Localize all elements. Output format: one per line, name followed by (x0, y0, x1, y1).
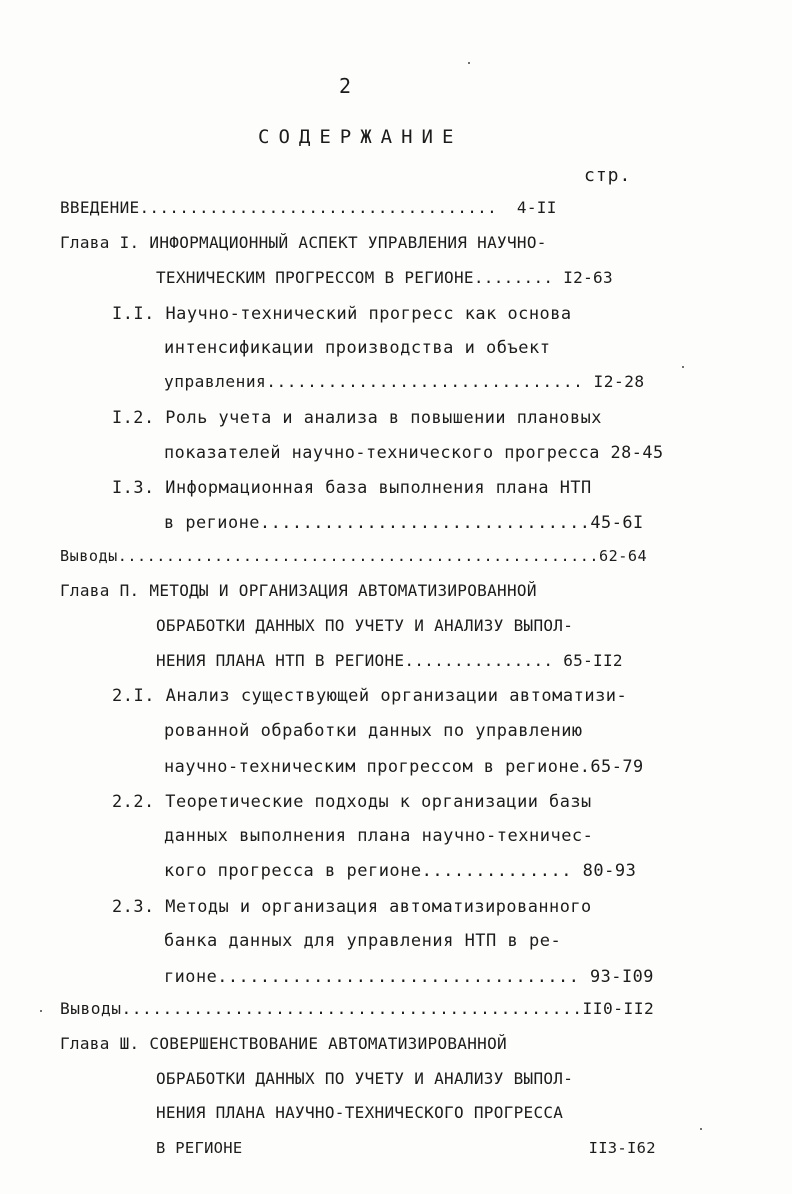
toc-section-2-1-cont2: научно-техническим прогрессом в регионе.65-79 (164, 756, 644, 776)
toc-chapter-2-title-cont: ОБРАБОТКИ ДАННЫХ ПО УЧЕТУ И АНАЛИЗУ ВЫПОЛ- (156, 616, 574, 635)
toc-entry-introduction: ВВЕДЕНИЕ.................................... 4-II (60, 198, 557, 217)
scan-speck (700, 1128, 702, 1130)
toc-section-1-3: I.3. Информационная база выполнения плана НТП (112, 477, 592, 497)
scan-speck (682, 366, 684, 368)
toc-section-2-3: 2.3. Методы и организация автоматизированного (112, 896, 592, 916)
toc-section-1-1: I.I. Научно-технический прогресс как основа (112, 303, 572, 323)
toc-chapter-1-title-cont: ТЕХНИЧЕСКИМ ПРОГРЕССОМ В РЕГИОНЕ........ I2-63 (156, 268, 613, 287)
toc-chapter-3-title-cont2: НЕНИЯ ПЛАНА НАУЧНО-ТЕХНИЧЕСКОГО ПРОГРЕССА (156, 1103, 564, 1122)
toc-chapter-3-title: Глава Ш. СОВЕРШЕНСТВОВАНИЕ АВТОМАТИЗИРОВАННОЙ (60, 1034, 507, 1053)
toc-section-1-1-cont: интенсификации производства и объект (164, 338, 551, 358)
toc-heading: СОДЕРЖАНИЕ (258, 126, 463, 148)
toc-conclusions-2: Выводы.............................................II0-II2 (60, 999, 655, 1018)
toc-section-2-1-cont: рованной обработки данных по управлению (164, 721, 583, 741)
toc-section-1-2: I.2. Роль учета и анализа в повышении плановых (112, 407, 602, 427)
toc-chapter-3-title-cont3: В РЕГИОНЕ II3-I62 (156, 1139, 656, 1157)
toc-section-2-1: 2.I. Анализ существующей организации автоматизи- (112, 686, 628, 706)
toc-section-1-2-cont: показателей научно-технического прогресса 28-45 (164, 442, 664, 462)
toc-section-1-1-cont2: управления............................... I2-28 (164, 372, 645, 391)
scan-speck (40, 1010, 42, 1012)
toc-chapter-2-title: Глава П. МЕТОДЫ И ОРГАНИЗАЦИЯ АВТОМАТИЗИРОВАННОЙ (60, 581, 537, 600)
toc-section-2-2: 2.2. Теоретические подходы к организации базы (112, 791, 592, 811)
scan-speck (468, 62, 470, 64)
toc-section-2-2-cont2: кого прогресса в регионе.............. 80-93 (164, 861, 637, 881)
page-number: 2 (339, 74, 353, 98)
toc-section-2-2-cont: данных выполнения плана научно-техничес- (164, 826, 594, 846)
toc-section-1-3-cont: в регионе...............................45-6I (164, 512, 644, 532)
toc-chapter-1-title: Глава I. ИНФОРМАЦИОННЫЙ АСПЕКТ УПРАВЛЕНИЯ НАУЧНО- (60, 233, 547, 252)
toc-conclusions-1: Выводы..................................................62-64 (60, 547, 648, 565)
toc-section-2-3-cont: банка данных для управления НТП в ре- (164, 931, 562, 951)
toc-chapter-3-title-cont: ОБРАБОТКИ ДАННЫХ ПО УЧЕТУ И АНАЛИЗУ ВЫПОЛ- (156, 1069, 574, 1088)
pages-column-label: стр. (584, 165, 632, 186)
toc-chapter-2-title-cont2: НЕНИЯ ПЛАНА НТП В РЕГИОНЕ............... 65-II2 (156, 651, 623, 670)
toc-section-2-3-cont2: гионе.................................. 93-I09 (164, 966, 654, 986)
